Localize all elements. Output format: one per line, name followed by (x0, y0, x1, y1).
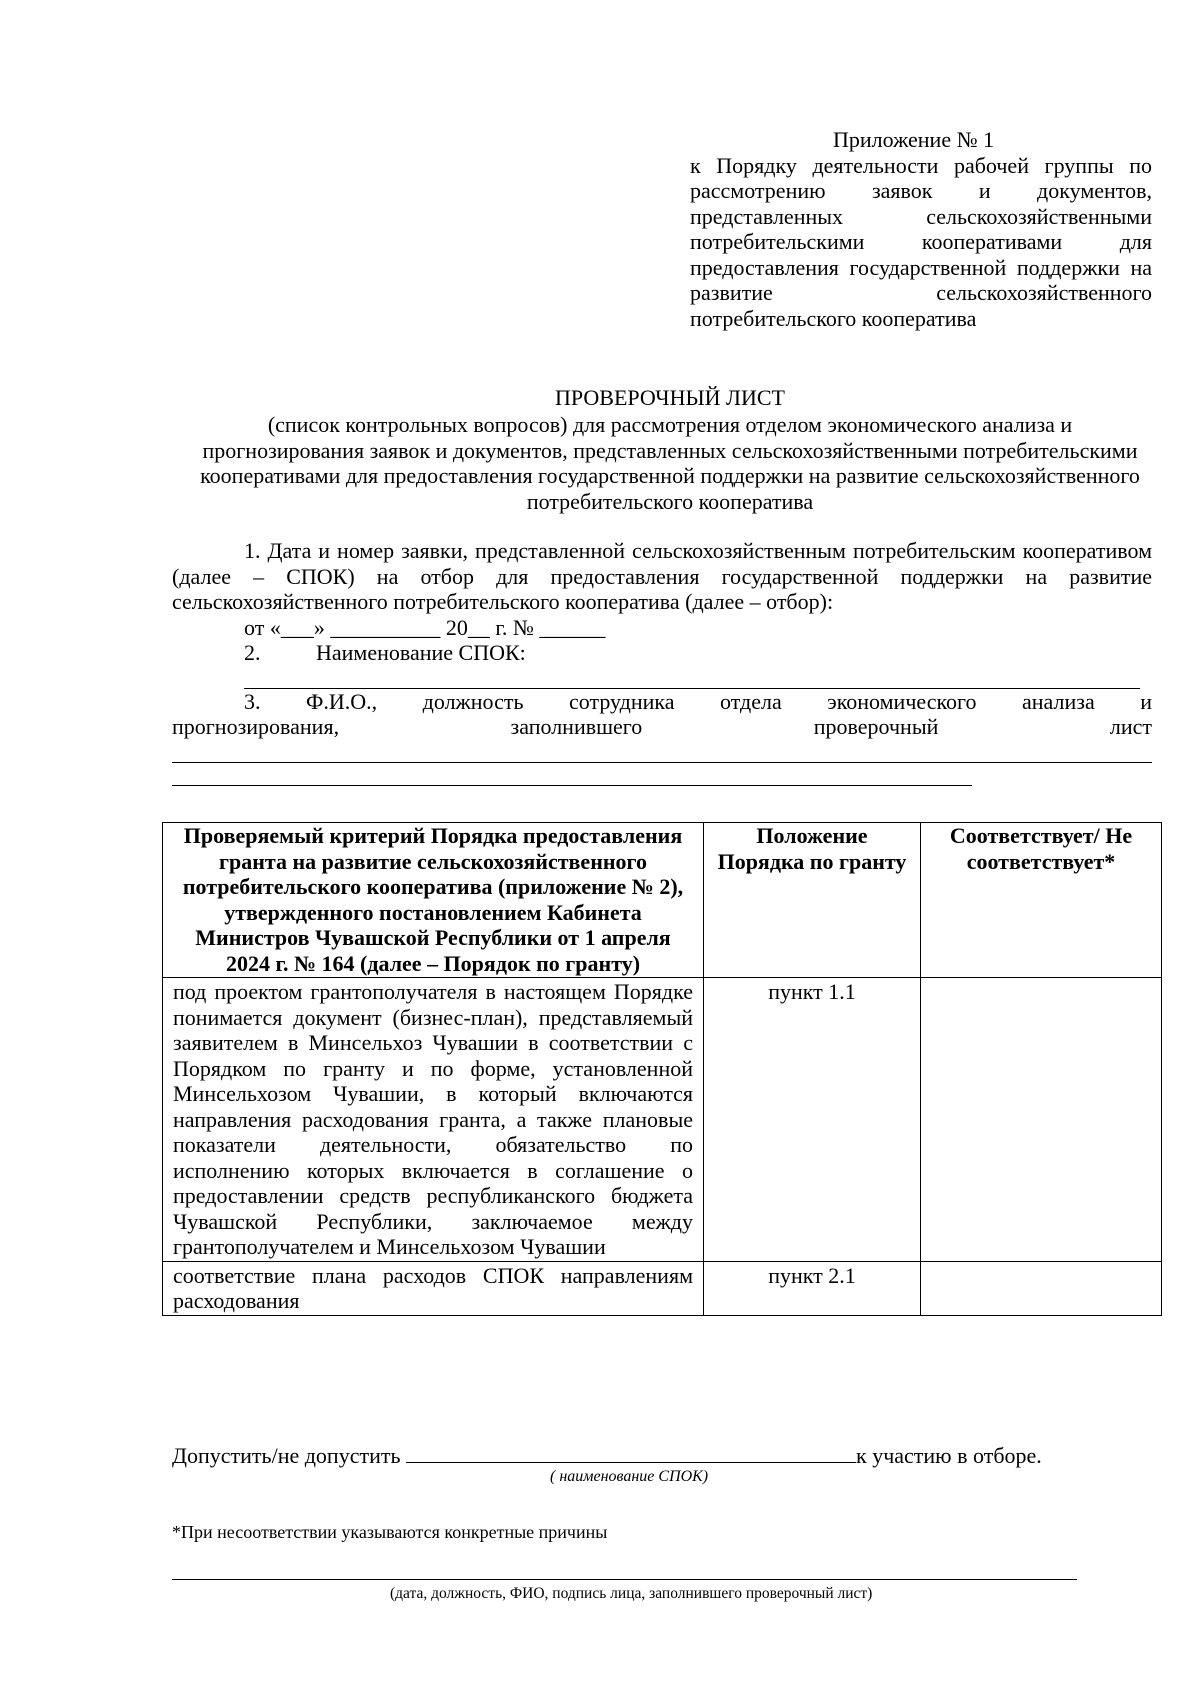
row-1-status[interactable] (921, 978, 1162, 1262)
admit-suffix: к участию в отборе. (856, 1443, 1042, 1468)
table-row (163, 978, 1162, 1262)
row-1-criterion: под проектом грантополучателя в настоящем Порядке понимается документ (бизнес-план), представляемый заявителем в Минсельхоз Чувашии в соответствии с Порядком по гранту и по форме, установленной Минсельхозом Чувашии, в который включаются направления расходования гранта, а также плановые показатели деятельности, обязательство по исполнению которых включается в соглашение о предоставлении средств республиканского бюджета Чувашской Республики, заключаемое между грантополучателем и Минсельхозом Чувашии (163, 978, 704, 1262)
criteria-table (162, 822, 1162, 1316)
header-criterion: Проверяемый критерий Порядка предоставления гранта на развитие сельскохозяйственного потребительского кооператива (приложение № 2), утвержденного постановлением Кабинета Министров Чувашской Республики от 1 апреля 2024 г. № 164 (далее – Порядок по гранту) (163, 823, 704, 978)
table-row (163, 1261, 1162, 1315)
item-3-fill-line-2 (172, 763, 972, 786)
appendix-number: Приложение № 1 (833, 127, 995, 152)
row-2-criterion: соответствие плана расходов СПОК направлениям расходования (163, 1261, 704, 1315)
footnote: *При несоответствии указываются конкретные причины (172, 1522, 608, 1542)
document-title: ПРОВЕРОЧНЫЙ ЛИСТ (555, 385, 785, 410)
item-1-date-line: от «___» __________ 20__ г. № ______ (244, 614, 606, 640)
signature-hint: (дата, должность, ФИО, подпись лица, заполнившего проверочный лист) (390, 1585, 873, 1602)
appendix-block (690, 127, 1152, 331)
item-3-text: 3. Ф.И.О., должность сотрудника отдела экономического анализа и (244, 688, 1152, 714)
admit-line (172, 1442, 1042, 1468)
header-status: Соответствует/ Не соответствует* (921, 823, 1162, 978)
item-2-number: 2. (244, 640, 261, 665)
item-3-fill-line-1 (172, 740, 1152, 763)
header-clause: Положение Порядка по гранту (704, 823, 921, 978)
appendix-text: к Порядку деятельности рабочей группы по рассмотрению заявок и документов, представленных сельскохозяйственными потребительскими кооперативами для предоставления государственной поддержки на развитие сельскохозяйственного потребительского кооператива (690, 152, 1152, 331)
item-2-fill-line (244, 666, 1140, 689)
table-header-row (163, 823, 1162, 978)
item-2 (172, 640, 1152, 666)
signature-line[interactable] (172, 1578, 1077, 1580)
item-2-label: Наименование СПОК: (316, 640, 526, 665)
row-2-clause: пункт 2.1 (704, 1261, 921, 1315)
form-items (172, 538, 1152, 786)
admit-hint: ( наименование СПОК) (550, 1468, 709, 1485)
item-1-text: 1. Дата и номер заявки, представленной сельскохозяйственным потребительским кооперативом (далее – СПОК) на отбор для предоставления государственной поддержки на развитие сельскохозяйственного потребительского кооператива (далее – отбор): (172, 538, 1152, 614)
document-subtitle: (список контрольных вопросов) для рассмотрения отделом экономического анализа и прогнозирования заявок и документов, представленных сельскохозяйственными потребительскими кооперативами для предоставления государственной поддержки на развитие сельскохозяйственного потребительского кооператива (200, 412, 1140, 514)
admit-prefix: Допустить/не допустить (172, 1443, 401, 1468)
admit-fill-line[interactable] (406, 1442, 856, 1463)
row-2-status[interactable] (921, 1261, 1162, 1315)
item-3-text-cont: прогнозирования, заполнившего проверочный лист (172, 714, 1152, 739)
row-1-clause: пункт 1.1 (704, 978, 921, 1262)
